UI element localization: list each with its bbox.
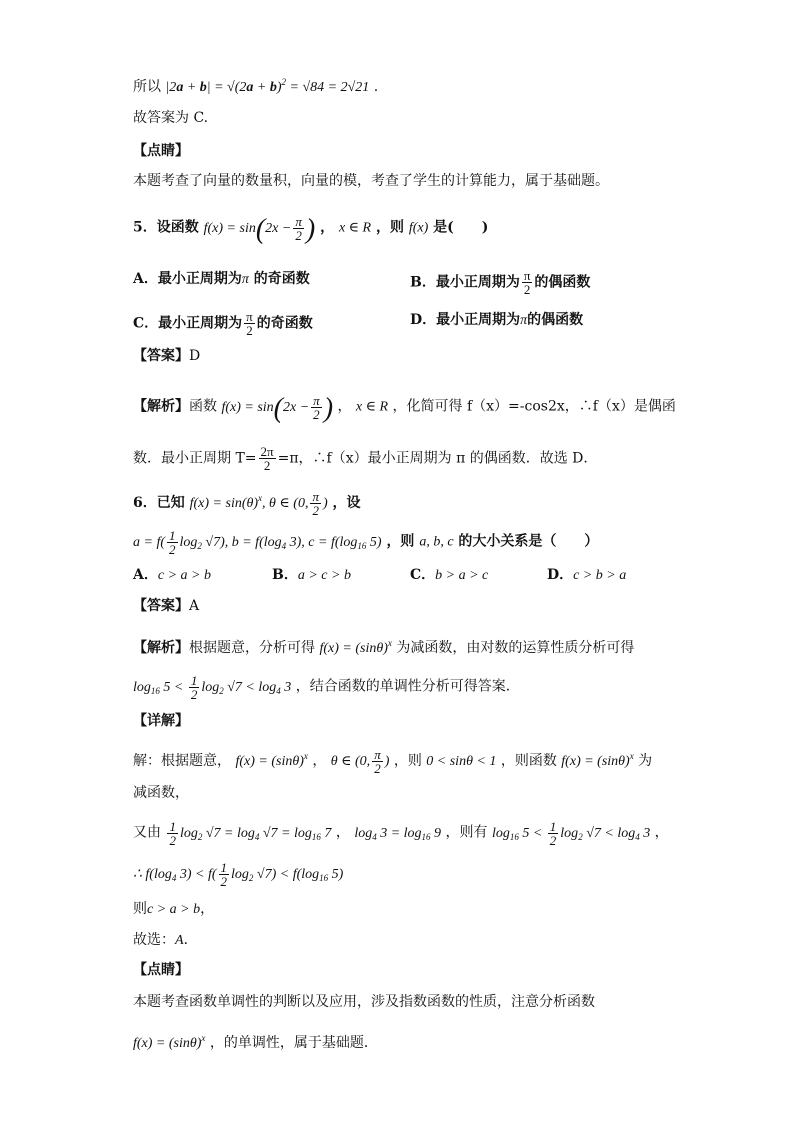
detail-line-1: 解：根据题意， $f(x) = (\sin\theta)^x$ ， θ ∈ (0, $\frac{\pi}{2}$ ) ，则 0 < sinθ < 1 ，则函数 $f(x) = (\sin\theta)^x$ 为 bbox=[133, 747, 653, 777]
option-d: D．c > b > a bbox=[547, 567, 627, 583]
analysis-line-2: 数．最小正周期 T= $\frac{2\pi}{2}$ =π，∴f（x）最小正周期为 π 的偶函数．故选 D． bbox=[133, 444, 598, 473]
answer-statement: 故答案为 C. bbox=[133, 110, 209, 126]
heading-dianjing: 【点睛】 bbox=[133, 962, 189, 978]
option-d: D．最小正周期为π的偶函数 bbox=[410, 312, 584, 328]
math-expression: $|2a + b| = √(2a + b)^2 = √84 = 2√21$ bbox=[165, 77, 370, 95]
paragraph-comment: 本题考查函数单调性的判断以及应用，涉及指数函数的性质，注意分析函数 bbox=[133, 994, 595, 1010]
detail-line-5: 则c > a > b， bbox=[133, 901, 215, 917]
option-c: C．最小正周期为 $\frac{\pi}{2}$ 的奇函数 bbox=[133, 309, 313, 338]
heading-dianjing: 【点睛】 bbox=[133, 143, 189, 159]
result-line: 所以 $|2a + b| = √(2a + b)^2 = √84 = 2√21$ . bbox=[133, 77, 379, 95]
question-6: 6．已知 $f(x) = \sin(\theta)^x$, θ ∈ (0, $\frac{\pi}{2}$ ) ，设 bbox=[133, 489, 361, 519]
detail-line-3: 又由 $\frac{1}{2}$ $\log_2 √7 = \log_4 √7 = \log_{16} 7$ ， $\log_4 3 = \log_{16} 9$ ，则有 $\log_{16} 5$ < $\frac{1}{2}$ $\log_2 √7 < \log_4 3$ ， bbox=[133, 819, 669, 848]
analysis-line: 【解析】根据题意，分析可得 $f(x) = (\sin\theta)^x$ 为减函数，由对数的运算性质分析可得 bbox=[133, 638, 635, 656]
question-6-definitions: a = f( $\frac{1}{2}$ $\log_2 √7$), $b = f(\log_4$ 3), $c = f(\log_{16}$ 5) ，则 a, b, c 的大小关系是（ ） bbox=[133, 528, 599, 557]
math-expression: f(x) = sin(2x − $\frac{\pi}{2}$ ) bbox=[203, 213, 316, 245]
option-a: A．c > a > b bbox=[133, 567, 211, 583]
paragraph-comment: 本题考查了向量的数量积，向量的模，考查了学生的计算能力，属于基础题。 bbox=[133, 173, 609, 189]
option-c: C．b > a > c bbox=[410, 567, 489, 583]
heading-xiangjie: 【详解】 bbox=[133, 713, 189, 729]
detail-line-2: 减函数， bbox=[133, 785, 189, 801]
option-b: B．最小正周期为 $\frac{\pi}{2}$ 的偶函数 bbox=[410, 268, 591, 297]
question-5: 5．设函数 f(x) = sin(2x − $\frac{\pi}{2}$ ) ， x ∈ R ，则 f(x) 是( ) bbox=[133, 213, 489, 245]
answer-line: 【答案】D bbox=[133, 348, 201, 364]
analysis-line: 【解析】函数 f(x) = sin(2x − $\frac{\pi}{2}$ ) ， x ∈ R ，化简可得 f（x）=-cos2x，∴f（x）是偶函 bbox=[133, 392, 676, 424]
answer-line: 【答案】A bbox=[133, 598, 200, 614]
detail-line-6: 故选：A． bbox=[133, 932, 198, 948]
option-b: B．a > c > b bbox=[272, 567, 351, 583]
analysis-line-2: $\log_{16} 5$ < $\frac{1}{2}$ $\log_2 √7 < \log_4 3$ ，结合函数的单调性分析可得答案． bbox=[133, 673, 520, 702]
option-a: A．最小正周期为π 的奇函数 bbox=[133, 271, 310, 287]
detail-line-4: ∴ $f(\log_4$ 3) < f( $\frac{1}{2}$ $\log_2 √7) < f(\log_{16}$ 5) bbox=[133, 860, 344, 889]
paragraph-comment-2: $f(x) = (\sin\theta)^x$ ，的单调性，属于基础题． bbox=[133, 1033, 378, 1051]
